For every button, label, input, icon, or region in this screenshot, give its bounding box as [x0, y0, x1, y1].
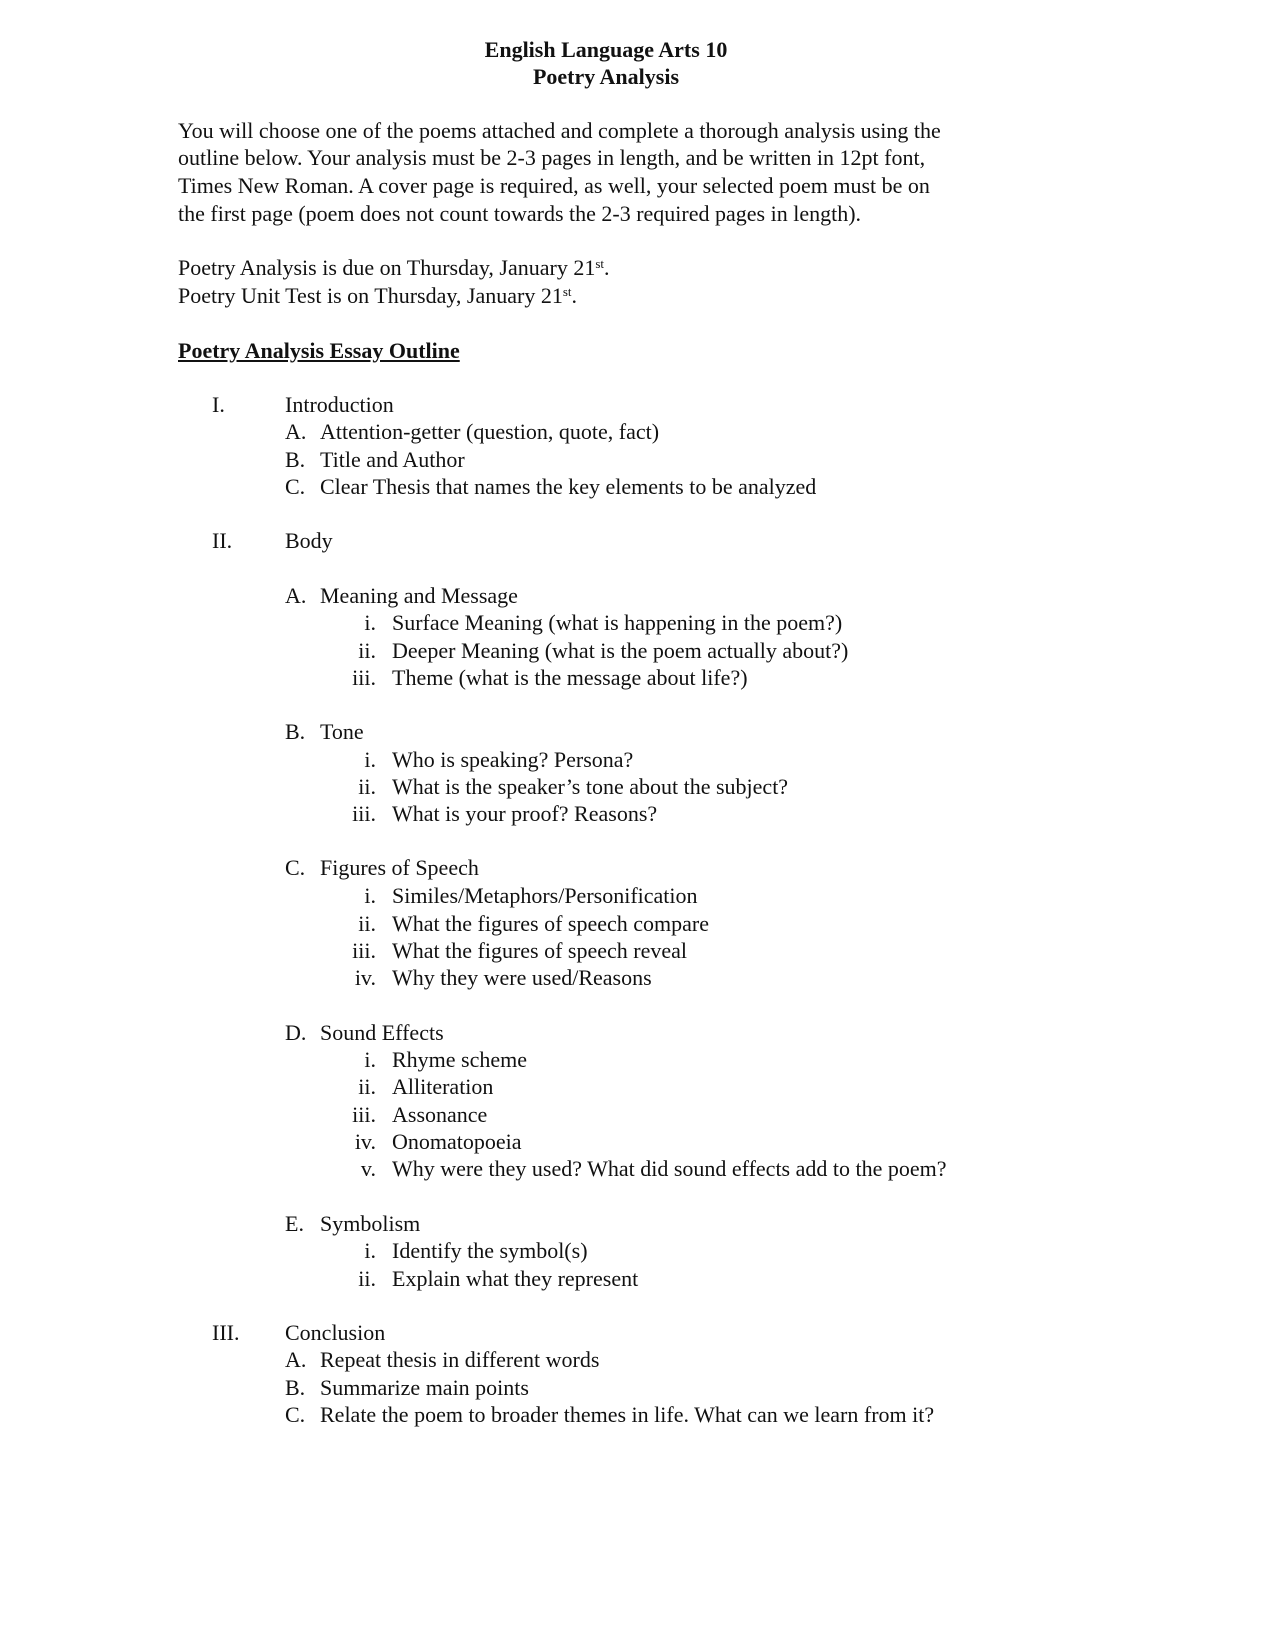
outline-item-text: Attention-getter (question, quote, fact): [320, 419, 660, 444]
outline-marker: C.: [285, 474, 306, 499]
outline-item-text: What is your proof? Reasons?: [392, 801, 658, 826]
outline-item-text: Repeat thesis in different words: [320, 1347, 600, 1372]
outline-marker: iv.: [354, 1129, 376, 1154]
outline-marker: A.: [285, 419, 307, 444]
outline-marker: A.: [285, 583, 307, 608]
outline-marker: iii.: [352, 938, 376, 963]
outline-marker: ii.: [358, 911, 376, 936]
outline-item-text: Deeper Meaning (what is the poem actually about?): [392, 638, 849, 663]
outline-item-text: Figures of Speech: [320, 855, 479, 880]
intro-line: outline below. Your analysis must be 2-3 pages in length, and be written in 12pt font,: [178, 145, 926, 170]
intro-line: Times New Roman. A cover page is required, as well, your selected poem must be on: [178, 173, 930, 198]
outline-item-text: Introduction: [285, 392, 394, 417]
outline-marker: E.: [285, 1211, 304, 1236]
outline-item-text: Surface Meaning (what is happening in the poem?): [392, 610, 843, 635]
outline-marker: ii.: [358, 638, 376, 663]
outline-marker: B.: [285, 447, 306, 472]
outline-marker: I.: [212, 392, 225, 417]
outline-item-text: Assonance: [392, 1102, 488, 1127]
outline-item-text: Symbolism: [320, 1211, 421, 1236]
outline-item-text: What the figures of speech reveal: [392, 938, 688, 963]
outline-marker: iii.: [352, 665, 376, 690]
outline-marker: i.: [364, 1238, 376, 1263]
outline-item-text: Rhyme scheme: [392, 1047, 528, 1072]
outline-marker: A.: [285, 1347, 307, 1372]
outline-item-text: Explain what they represent: [392, 1266, 639, 1291]
due-date-analysis: Poetry Analysis is due on Thursday, January 21st.: [178, 255, 610, 280]
outline-item-text: Relate the poem to broader themes in life. What can we learn from it?: [320, 1402, 935, 1427]
intro-line: the first page (poem does not count towards the 2-3 required pages in length).: [178, 201, 862, 226]
page-title: Poetry Analysis: [532, 64, 680, 89]
outline-marker: B.: [285, 719, 306, 744]
outline-marker: III.: [212, 1320, 240, 1345]
outline-item-text: Alliteration: [392, 1074, 494, 1099]
outline-item-text: Sound Effects: [320, 1020, 444, 1045]
outline-marker: ii.: [358, 1266, 376, 1291]
outline-marker: v.: [360, 1156, 376, 1181]
outline-marker: i.: [364, 747, 376, 772]
outline-marker: II.: [212, 528, 233, 553]
outline-item-text: Body: [285, 528, 333, 553]
outline-marker: ii.: [358, 774, 376, 799]
due-date-test: Poetry Unit Test is on Thursday, January 21st.: [178, 283, 578, 308]
outline-marker: C.: [285, 1402, 306, 1427]
outline-heading: Poetry Analysis Essay Outline: [178, 338, 460, 363]
outline-marker: i.: [364, 610, 376, 635]
outline-item-text: What is the speaker’s tone about the subject?: [392, 774, 789, 799]
outline-marker: B.: [285, 1375, 306, 1400]
outline-item-text: Tone: [320, 719, 364, 744]
outline-item-text: Clear Thesis that names the key elements to be analyzed: [320, 474, 817, 499]
outline-marker: ii.: [358, 1074, 376, 1099]
outline-item-text: Conclusion: [285, 1320, 386, 1345]
outline-item-text: Who is speaking? Persona?: [392, 747, 634, 772]
outline-item-text: Similes/Metaphors/Personification: [392, 883, 698, 908]
outline-item-text: Meaning and Message: [320, 583, 518, 608]
outline-item-text: Why were they used? What did sound effects add to the poem?: [392, 1156, 947, 1181]
outline-item-text: Identify the symbol(s): [392, 1238, 588, 1263]
outline-marker: i.: [364, 1047, 376, 1072]
course-title: English Language Arts 10: [484, 37, 728, 62]
outline-marker: iv.: [354, 965, 376, 990]
outline-item-text: Title and Author: [320, 447, 465, 472]
outline-item-text: Onomatopoeia: [392, 1129, 522, 1154]
outline-marker: D.: [285, 1020, 307, 1045]
outline-marker: i.: [364, 883, 376, 908]
outline-item-text: Why they were used/Reasons: [392, 965, 652, 990]
outline-item-text: What the figures of speech compare: [392, 911, 710, 936]
intro-line: You will choose one of the poems attached and complete a thorough analysis using the: [178, 118, 941, 143]
outline-marker: iii.: [352, 1102, 376, 1127]
outline-marker: C.: [285, 855, 306, 880]
outline-marker: iii.: [352, 801, 376, 826]
outline-item-text: Theme (what is the message about life?): [392, 665, 748, 690]
outline-item-text: Summarize main points: [320, 1375, 529, 1400]
